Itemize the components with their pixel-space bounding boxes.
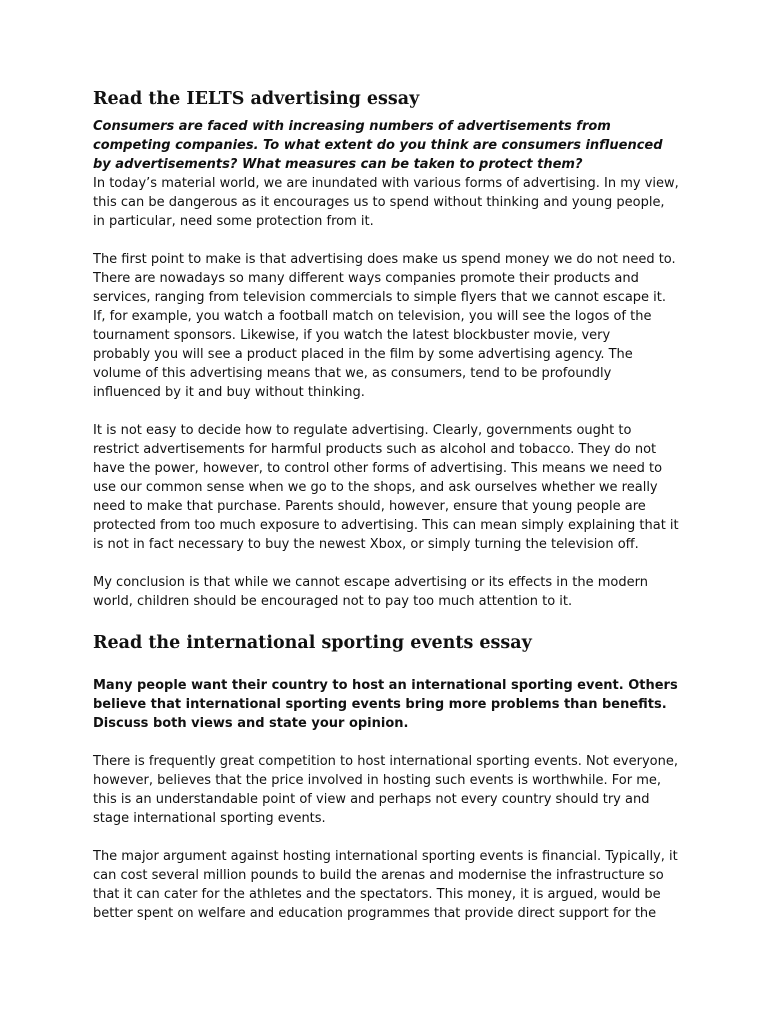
essay1-prompt-line: by advertisements? What measures can be taken to protect them? xyxy=(93,157,583,172)
text-line: protected from too much exposure to advertising. This can mean simply explaining that it xyxy=(93,518,679,533)
text-line: world, children should be encouraged not to pay too much attention to it. xyxy=(93,594,573,609)
text-line: can cost several million pounds to build the arenas and modernise the infrastructure so xyxy=(93,868,664,883)
essay1-title: Read the IELTS advertising essay xyxy=(93,89,420,109)
text-line: better spent on welfare and education programmes that provide direct support for the xyxy=(93,906,657,921)
essay2-prompt-line: Many people want their country to host an international sporting event. Others xyxy=(93,678,678,693)
essay1-paragraph-3 xyxy=(93,421,683,554)
text-line: tournament sponsors. Likewise, if you watch the latest blockbuster movie, very xyxy=(93,328,611,343)
essay1-paragraph-2 xyxy=(93,250,683,402)
essay2-prompt-line: Discuss both views and state your opinion. xyxy=(93,716,409,731)
text-line: services, ranging from television commercials to simple flyers that we cannot escape it. xyxy=(93,290,667,305)
essay1-prompt-line: Consumers are faced with increasing numbers of advertisements from xyxy=(93,119,611,134)
document-page xyxy=(93,86,683,923)
text-line: influenced by it and buy without thinking. xyxy=(93,385,365,400)
essay1-paragraph-conclusion xyxy=(93,573,683,611)
text-line: probably you will see a product placed in the film by some advertising agency. The xyxy=(93,347,633,362)
text-line: It is not easy to decide how to regulate advertising. Clearly, governments ought to xyxy=(93,423,632,438)
text-line: The major argument against hosting international sporting events is financial. Typically, it xyxy=(93,849,678,864)
text-line: restrict advertisements for harmful products such as alcohol and tobacco. They do not xyxy=(93,442,657,457)
text-line: In today’s material world, we are inundated with various forms of advertising. In my view, xyxy=(93,176,679,191)
text-line: stage international sporting events. xyxy=(93,811,326,826)
text-line: need to make that purchase. Parents should, however, ensure that young people are xyxy=(93,499,646,514)
text-line: My conclusion is that while we cannot escape advertising or its effects in the modern xyxy=(93,575,648,590)
essay1-prompt xyxy=(93,117,683,174)
text-line: this can be dangerous as it encourages us to spend without thinking and young people, xyxy=(93,195,665,210)
essay2-prompt-line: believe that international sporting events bring more problems than benefits. xyxy=(93,697,667,712)
text-line: have the power, however, to control other forms of advertising. This means we need to xyxy=(93,461,663,476)
text-line: There is frequently great competition to host international sporting events. Not everyone, xyxy=(93,754,678,769)
essay2-paragraph-intro xyxy=(93,752,683,828)
text-line: The first point to make is that advertising does make us spend money we do not need to. xyxy=(93,252,676,267)
text-line: in particular, need some protection from it. xyxy=(93,214,374,229)
essay2-prompt xyxy=(93,676,683,733)
text-line: volume of this advertising means that we, as consumers, tend to be profoundly xyxy=(93,366,612,381)
text-line: is not in fact necessary to buy the newest Xbox, or simply turning the television off. xyxy=(93,537,639,552)
essay1-paragraph-intro xyxy=(93,174,683,231)
text-line: however, believes that the price involved in hosting such events is worthwhile. For me, xyxy=(93,773,661,788)
text-line: If, for example, you watch a football match on television, you will see the logos of the xyxy=(93,309,652,324)
essay2-paragraph-2 xyxy=(93,847,683,923)
essay1-prompt-line: competing companies. To what extent do you think are consumers influenced xyxy=(93,138,663,153)
text-line: that it can cater for the athletes and the spectators. This money, it is argued, would be xyxy=(93,887,661,902)
text-line: this is an understandable point of view and perhaps not every country should try and xyxy=(93,792,650,807)
text-line: use our common sense when we go to the shops, and ask ourselves whether we really xyxy=(93,480,658,495)
essay2-title: Read the international sporting events essay xyxy=(93,633,532,653)
text-line: There are nowadays so many different ways companies promote their products and xyxy=(93,271,639,286)
